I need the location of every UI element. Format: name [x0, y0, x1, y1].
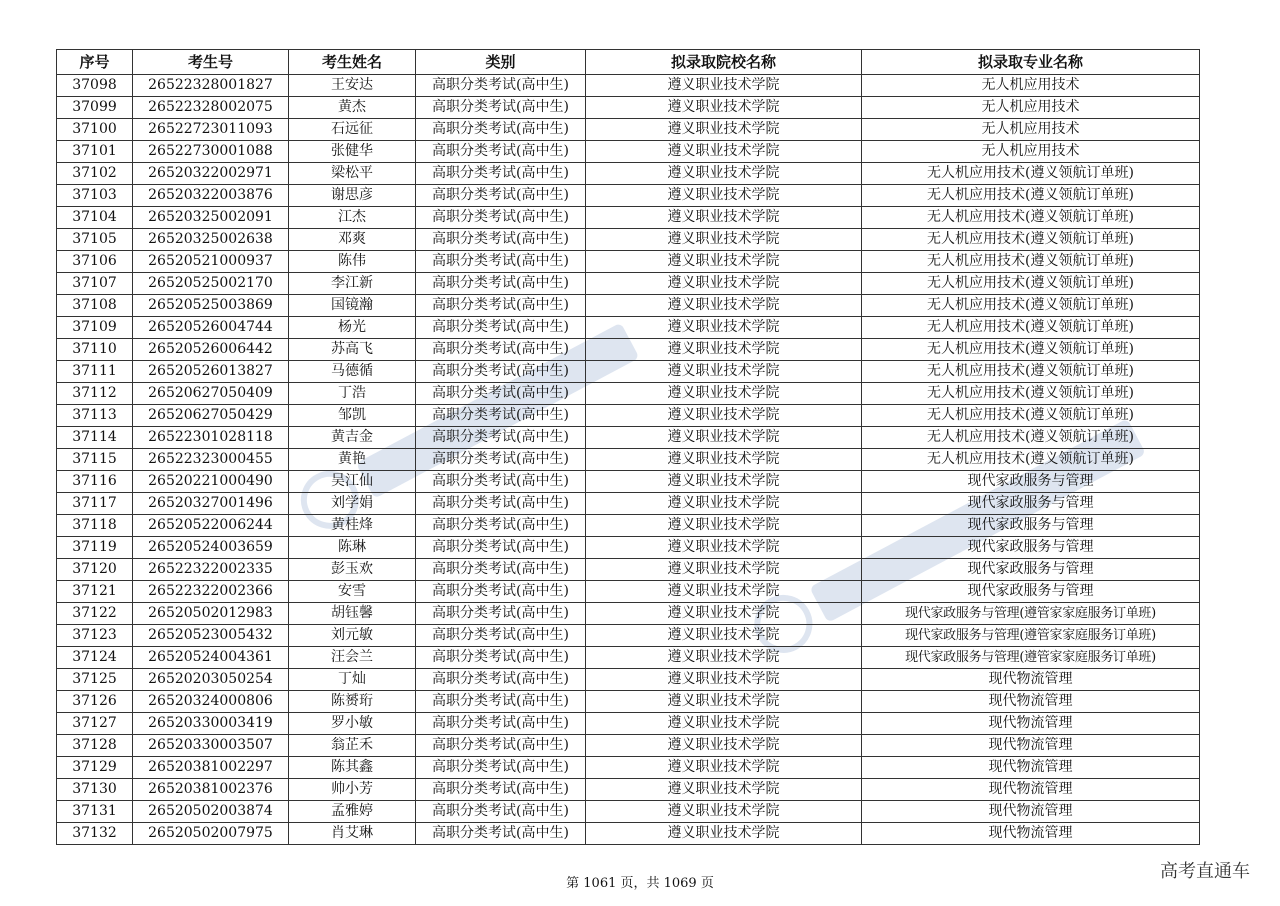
- table-row: [57, 361, 1200, 383]
- cell-candidate-id: 26520525002170: [133, 273, 289, 295]
- cell-category: 高职分类考试(高中生): [416, 581, 586, 603]
- cell-candidate-name: 邓爽: [289, 229, 416, 251]
- cell-candidate-name: 翁芷禾: [289, 735, 416, 757]
- cell-school: 遵义职业技术学院: [586, 713, 862, 735]
- cell-category: 高职分类考试(高中生): [416, 229, 586, 251]
- cell-candidate-id: 26520522006244: [133, 515, 289, 537]
- cell-category: 高职分类考试(高中生): [416, 383, 586, 405]
- cell-category: 高职分类考试(高中生): [416, 779, 586, 801]
- cell-candidate-id: 26520521000937: [133, 251, 289, 273]
- cell-serial: 37115: [57, 449, 133, 471]
- cell-serial: 37111: [57, 361, 133, 383]
- cell-candidate-id: 26520330003507: [133, 735, 289, 757]
- cell-candidate-name: 黄吉金: [289, 427, 416, 449]
- cell-major: 现代物流管理: [862, 713, 1200, 735]
- cell-category: 高职分类考试(高中生): [416, 405, 586, 427]
- cell-candidate-id: 26520322002971: [133, 163, 289, 185]
- cell-candidate-name: 孟雅婷: [289, 801, 416, 823]
- cell-serial: 37118: [57, 515, 133, 537]
- cell-major: 无人机应用技术(遵义领航订单班): [862, 229, 1200, 251]
- table-row: [57, 141, 1200, 163]
- cell-candidate-id: 26520324000806: [133, 691, 289, 713]
- cell-serial: 37117: [57, 493, 133, 515]
- cell-major: 无人机应用技术(遵义领航订单班): [862, 317, 1200, 339]
- cell-major: 无人机应用技术(遵义领航订单班): [862, 339, 1200, 361]
- cell-school: 遵义职业技术学院: [586, 581, 862, 603]
- cell-school: 遵义职业技术学院: [586, 405, 862, 427]
- cell-candidate-name: 苏高飞: [289, 339, 416, 361]
- cell-school: 遵义职业技术学院: [586, 471, 862, 493]
- cell-category: 高职分类考试(高中生): [416, 603, 586, 625]
- cell-category: 高职分类考试(高中生): [416, 207, 586, 229]
- cell-candidate-id: 26520330003419: [133, 713, 289, 735]
- cell-candidate-id: 26520381002376: [133, 779, 289, 801]
- cell-serial: 37099: [57, 97, 133, 119]
- cell-category: 高职分类考试(高中生): [416, 537, 586, 559]
- table-row: [57, 317, 1200, 339]
- cell-candidate-name: 马德循: [289, 361, 416, 383]
- cell-candidate-id: 26520524004361: [133, 647, 289, 669]
- cell-school: 遵义职业技术学院: [586, 647, 862, 669]
- cell-school: 遵义职业技术学院: [586, 361, 862, 383]
- header-serial: 序号: [57, 50, 133, 75]
- cell-major: 无人机应用技术(遵义领航订单班): [862, 207, 1200, 229]
- cell-candidate-name: 吴江仙: [289, 471, 416, 493]
- cell-candidate-id: 26520526004744: [133, 317, 289, 339]
- cell-school: 遵义职业技术学院: [586, 823, 862, 845]
- cell-serial: 37121: [57, 581, 133, 603]
- table-row: [57, 713, 1200, 735]
- cell-category: 高职分类考试(高中生): [416, 119, 586, 141]
- cell-category: 高职分类考试(高中生): [416, 427, 586, 449]
- cell-major: 现代家政服务与管理(遵管家家庭服务订单班): [862, 647, 1200, 669]
- cell-serial: 37103: [57, 185, 133, 207]
- cell-category: 高职分类考试(高中生): [416, 141, 586, 163]
- cell-school: 遵义职业技术学院: [586, 295, 862, 317]
- cell-serial: 37119: [57, 537, 133, 559]
- cell-major: 现代物流管理: [862, 735, 1200, 757]
- cell-serial: 37113: [57, 405, 133, 427]
- cell-school: 遵义职业技术学院: [586, 559, 862, 581]
- table-row: [57, 757, 1200, 779]
- cell-major: 无人机应用技术(遵义领航订单班): [862, 251, 1200, 273]
- cell-school: 遵义职业技术学院: [586, 185, 862, 207]
- table-row: [57, 603, 1200, 625]
- cell-school: 遵义职业技术学院: [586, 163, 862, 185]
- cell-school: 遵义职业技术学院: [586, 229, 862, 251]
- cell-serial: 37108: [57, 295, 133, 317]
- cell-major: 现代家政服务与管理(遵管家家庭服务订单班): [862, 625, 1200, 647]
- cell-school: 遵义职业技术学院: [586, 273, 862, 295]
- cell-school: 遵义职业技术学院: [586, 449, 862, 471]
- cell-school: 遵义职业技术学院: [586, 383, 862, 405]
- cell-major: 无人机应用技术: [862, 119, 1200, 141]
- cell-serial: 37128: [57, 735, 133, 757]
- table-row: [57, 339, 1200, 361]
- table-row: [57, 163, 1200, 185]
- cell-school: 遵义职业技术学院: [586, 625, 862, 647]
- cell-major: 无人机应用技术(遵义领航订单班): [862, 383, 1200, 405]
- cell-candidate-name: 国镜瀚: [289, 295, 416, 317]
- cell-major: 现代物流管理: [862, 669, 1200, 691]
- cell-candidate-id: 26520322003876: [133, 185, 289, 207]
- table-row: [57, 273, 1200, 295]
- admission-table: [56, 49, 1200, 845]
- cell-serial: 37110: [57, 339, 133, 361]
- cell-major: 现代家政服务与管理: [862, 515, 1200, 537]
- cell-category: 高职分类考试(高中生): [416, 317, 586, 339]
- cell-candidate-id: 26520627050409: [133, 383, 289, 405]
- cell-school: 遵义职业技术学院: [586, 515, 862, 537]
- cell-candidate-name: 黄艳: [289, 449, 416, 471]
- cell-major: 现代物流管理: [862, 757, 1200, 779]
- table-row: [57, 405, 1200, 427]
- cell-major: 无人机应用技术: [862, 97, 1200, 119]
- cell-serial: 37114: [57, 427, 133, 449]
- cell-candidate-name: 彭玉欢: [289, 559, 416, 581]
- cell-school: 遵义职业技术学院: [586, 735, 862, 757]
- cell-school: 遵义职业技术学院: [586, 317, 862, 339]
- cell-candidate-id: 26522730001088: [133, 141, 289, 163]
- cell-category: 高职分类考试(高中生): [416, 97, 586, 119]
- cell-serial: 37130: [57, 779, 133, 801]
- cell-major: 无人机应用技术(遵义领航订单班): [862, 449, 1200, 471]
- table-row: [57, 779, 1200, 801]
- cell-school: 遵义职业技术学院: [586, 691, 862, 713]
- cell-school: 遵义职业技术学院: [586, 141, 862, 163]
- header-category: 类别: [416, 50, 586, 75]
- cell-candidate-name: 杨光: [289, 317, 416, 339]
- cell-category: 高职分类考试(高中生): [416, 757, 586, 779]
- cell-serial: 37107: [57, 273, 133, 295]
- cell-school: 遵义职业技术学院: [586, 537, 862, 559]
- cell-serial: 37123: [57, 625, 133, 647]
- cell-school: 遵义职业技术学院: [586, 669, 862, 691]
- cell-major: 无人机应用技术(遵义领航订单班): [862, 273, 1200, 295]
- cell-school: 遵义职业技术学院: [586, 757, 862, 779]
- table-row: [57, 229, 1200, 251]
- table-row: [57, 207, 1200, 229]
- header-candidate-id: 考生号: [133, 50, 289, 75]
- cell-category: 高职分类考试(高中生): [416, 471, 586, 493]
- cell-school: 遵义职业技术学院: [586, 119, 862, 141]
- cell-serial: 37131: [57, 801, 133, 823]
- cell-candidate-id: 26522723011093: [133, 119, 289, 141]
- cell-category: 高职分类考试(高中生): [416, 273, 586, 295]
- cell-candidate-name: 谢思彦: [289, 185, 416, 207]
- cell-candidate-name: 石远征: [289, 119, 416, 141]
- cell-major: 无人机应用技术(遵义领航订单班): [862, 405, 1200, 427]
- cell-candidate-id: 26520325002638: [133, 229, 289, 251]
- cell-candidate-id: 26520327001496: [133, 493, 289, 515]
- cell-category: 高职分类考试(高中生): [416, 669, 586, 691]
- cell-category: 高职分类考试(高中生): [416, 713, 586, 735]
- cell-major: 现代家政服务与管理: [862, 559, 1200, 581]
- cell-candidate-id: 26520502012983: [133, 603, 289, 625]
- cell-serial: 37129: [57, 757, 133, 779]
- cell-serial: 37125: [57, 669, 133, 691]
- table-row: [57, 383, 1200, 405]
- table-row: [57, 75, 1200, 97]
- cell-candidate-id: 26520502003874: [133, 801, 289, 823]
- table-row: [57, 581, 1200, 603]
- cell-candidate-name: 陈赟珩: [289, 691, 416, 713]
- cell-serial: 37102: [57, 163, 133, 185]
- cell-category: 高职分类考试(高中生): [416, 625, 586, 647]
- cell-major: 无人机应用技术: [862, 141, 1200, 163]
- cell-major: 现代物流管理: [862, 801, 1200, 823]
- cell-category: 高职分类考试(高中生): [416, 559, 586, 581]
- table-row: [57, 735, 1200, 757]
- cell-serial: 37104: [57, 207, 133, 229]
- cell-category: 高职分类考试(高中生): [416, 295, 586, 317]
- cell-candidate-id: 26520221000490: [133, 471, 289, 493]
- cell-major: 现代家政服务与管理: [862, 581, 1200, 603]
- cell-candidate-name: 罗小敏: [289, 713, 416, 735]
- cell-major: 无人机应用技术: [862, 75, 1200, 97]
- cell-candidate-id: 26520526013827: [133, 361, 289, 383]
- cell-serial: 37116: [57, 471, 133, 493]
- cell-major: 现代物流管理: [862, 779, 1200, 801]
- header-major: 拟录取专业名称: [862, 50, 1200, 75]
- cell-school: 遵义职业技术学院: [586, 427, 862, 449]
- cell-candidate-name: 陈其鑫: [289, 757, 416, 779]
- table-row: [57, 97, 1200, 119]
- cell-candidate-name: 梁松平: [289, 163, 416, 185]
- cell-candidate-id: 26520526006442: [133, 339, 289, 361]
- cell-serial: 37127: [57, 713, 133, 735]
- cell-candidate-id: 26520523005432: [133, 625, 289, 647]
- header-school: 拟录取院校名称: [586, 50, 862, 75]
- cell-category: 高职分类考试(高中生): [416, 647, 586, 669]
- cell-candidate-name: 陈伟: [289, 251, 416, 273]
- cell-candidate-name: 张健华: [289, 141, 416, 163]
- cell-major: 现代家政服务与管理: [862, 471, 1200, 493]
- cell-major: 无人机应用技术(遵义领航订单班): [862, 361, 1200, 383]
- cell-candidate-id: 26522328002075: [133, 97, 289, 119]
- cell-candidate-name: 汪会兰: [289, 647, 416, 669]
- cell-candidate-id: 26520524003659: [133, 537, 289, 559]
- cell-serial: 37120: [57, 559, 133, 581]
- table-row: [57, 471, 1200, 493]
- table-body: [57, 75, 1200, 845]
- cell-major: 现代物流管理: [862, 823, 1200, 845]
- table-row: [57, 801, 1200, 823]
- table-row: [57, 559, 1200, 581]
- table-row: [57, 251, 1200, 273]
- table-row: [57, 625, 1200, 647]
- cell-candidate-name: 刘元敏: [289, 625, 416, 647]
- table-row: [57, 823, 1200, 845]
- cell-candidate-name: 邹凯: [289, 405, 416, 427]
- cell-major: 无人机应用技术(遵义领航订单班): [862, 427, 1200, 449]
- cell-candidate-name: 帅小芳: [289, 779, 416, 801]
- table-header-row: [57, 50, 1200, 75]
- cell-category: 高职分类考试(高中生): [416, 493, 586, 515]
- table-row: [57, 515, 1200, 537]
- cell-category: 高职分类考试(高中生): [416, 735, 586, 757]
- cell-category: 高职分类考试(高中生): [416, 361, 586, 383]
- brand-label: 高考直通车: [1160, 861, 1250, 882]
- table-row: [57, 691, 1200, 713]
- cell-category: 高职分类考试(高中生): [416, 185, 586, 207]
- cell-serial: 37106: [57, 251, 133, 273]
- cell-candidate-name: 江杰: [289, 207, 416, 229]
- cell-serial: 37098: [57, 75, 133, 97]
- cell-major: 无人机应用技术(遵义领航订单班): [862, 295, 1200, 317]
- table-row: [57, 537, 1200, 559]
- cell-major: 无人机应用技术(遵义领航订单班): [862, 185, 1200, 207]
- cell-candidate-name: 王安达: [289, 75, 416, 97]
- cell-major: 现代物流管理: [862, 691, 1200, 713]
- cell-serial: 37132: [57, 823, 133, 845]
- cell-category: 高职分类考试(高中生): [416, 515, 586, 537]
- cell-candidate-id: 26522322002335: [133, 559, 289, 581]
- cell-candidate-name: 黄杰: [289, 97, 416, 119]
- cell-major: 现代家政服务与管理: [862, 493, 1200, 515]
- cell-category: 高职分类考试(高中生): [416, 75, 586, 97]
- cell-candidate-name: 刘学娟: [289, 493, 416, 515]
- cell-major: 现代家政服务与管理: [862, 537, 1200, 559]
- cell-candidate-name: 陈琳: [289, 537, 416, 559]
- cell-candidate-name: 李江新: [289, 273, 416, 295]
- cell-school: 遵义职业技术学院: [586, 75, 862, 97]
- cell-serial: 37122: [57, 603, 133, 625]
- table-row: [57, 119, 1200, 141]
- cell-candidate-id: 26520525003869: [133, 295, 289, 317]
- cell-candidate-id: 26520381002297: [133, 757, 289, 779]
- cell-candidate-id: 26520325002091: [133, 207, 289, 229]
- cell-candidate-id: 26520627050429: [133, 405, 289, 427]
- header-candidate-name: 考生姓名: [289, 50, 416, 75]
- cell-candidate-name: 丁灿: [289, 669, 416, 691]
- cell-school: 遵义职业技术学院: [586, 603, 862, 625]
- cell-school: 遵义职业技术学院: [586, 801, 862, 823]
- cell-candidate-id: 26522328001827: [133, 75, 289, 97]
- cell-category: 高职分类考试(高中生): [416, 823, 586, 845]
- cell-candidate-id: 26520203050254: [133, 669, 289, 691]
- table-row: [57, 295, 1200, 317]
- cell-candidate-id: 26522301028118: [133, 427, 289, 449]
- table-row: [57, 427, 1200, 449]
- cell-candidate-id: 26522323000455: [133, 449, 289, 471]
- table-row: [57, 185, 1200, 207]
- cell-serial: 37126: [57, 691, 133, 713]
- table-row: [57, 493, 1200, 515]
- cell-school: 遵义职业技术学院: [586, 97, 862, 119]
- cell-candidate-id: 26522322002366: [133, 581, 289, 603]
- cell-category: 高职分类考试(高中生): [416, 163, 586, 185]
- cell-serial: 37101: [57, 141, 133, 163]
- cell-candidate-name: 安雪: [289, 581, 416, 603]
- cell-major: 现代家政服务与管理(遵管家家庭服务订单班): [862, 603, 1200, 625]
- cell-school: 遵义职业技术学院: [586, 779, 862, 801]
- cell-major: 无人机应用技术(遵义领航订单班): [862, 163, 1200, 185]
- cell-serial: 37109: [57, 317, 133, 339]
- cell-school: 遵义职业技术学院: [586, 493, 862, 515]
- cell-category: 高职分类考试(高中生): [416, 339, 586, 361]
- table-row: [57, 647, 1200, 669]
- page-footer: 第 1061 页，共 1069 页: [566, 876, 714, 891]
- cell-category: 高职分类考试(高中生): [416, 691, 586, 713]
- cell-school: 遵义职业技术学院: [586, 207, 862, 229]
- cell-serial: 37105: [57, 229, 133, 251]
- cell-candidate-name: 胡钰馨: [289, 603, 416, 625]
- cell-category: 高职分类考试(高中生): [416, 449, 586, 471]
- cell-school: 遵义职业技术学院: [586, 251, 862, 273]
- cell-serial: 37100: [57, 119, 133, 141]
- cell-serial: 37112: [57, 383, 133, 405]
- cell-category: 高职分类考试(高中生): [416, 251, 586, 273]
- table-row: [57, 669, 1200, 691]
- cell-school: 遵义职业技术学院: [586, 339, 862, 361]
- table-row: [57, 449, 1200, 471]
- cell-candidate-name: 黄桂烽: [289, 515, 416, 537]
- cell-candidate-id: 26520502007975: [133, 823, 289, 845]
- cell-serial: 37124: [57, 647, 133, 669]
- admission-table-container: [56, 49, 1199, 845]
- cell-candidate-name: 丁浩: [289, 383, 416, 405]
- cell-candidate-name: 肖艾琳: [289, 823, 416, 845]
- cell-category: 高职分类考试(高中生): [416, 801, 586, 823]
